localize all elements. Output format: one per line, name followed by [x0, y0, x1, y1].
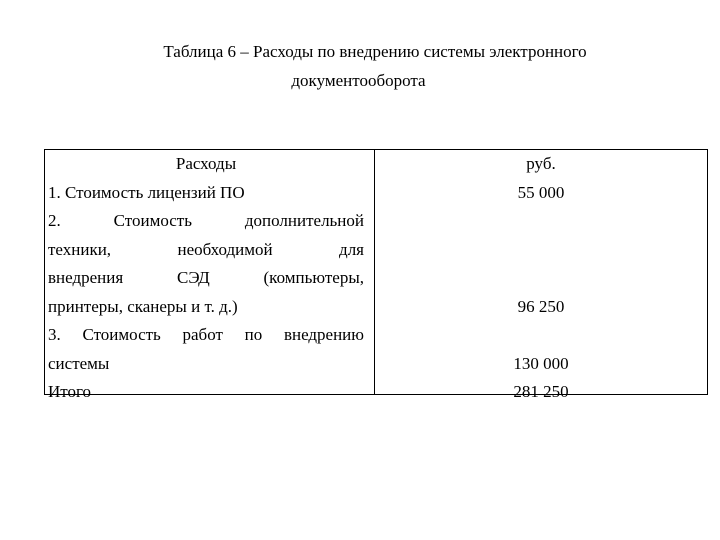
expenses-header: Расходы — [175, 154, 237, 173]
currency-column — [375, 150, 707, 401]
row-2-label-line-2: техники, необходимой для — [48, 239, 364, 259]
row-2-label-line-1: 2. Стоимость дополнительной — [48, 211, 364, 230]
table-caption-line2: документооборота — [291, 71, 426, 90]
row-2-label-line-3: внедрения СЭД (компьютеры, — [48, 268, 364, 287]
row-2-label-line-4: принтеры, сканеры и т. д.) — [48, 296, 238, 316]
expenses-table — [44, 149, 708, 401]
total-value: 281 250 — [513, 382, 569, 401]
total-label: Итого — [48, 382, 92, 401]
table-caption-line1: Таблица 6 – Расходы по внедрению системы электронного — [163, 42, 587, 61]
row-3-value: 130 000 — [513, 353, 569, 373]
row-3-label-line-1: 3. Стоимость работ по внедрению — [48, 325, 364, 344]
expenses-column — [48, 150, 364, 407]
currency-header: руб. — [526, 154, 556, 173]
row-2-value: 96 250 — [517, 296, 565, 316]
row-1-label: 1. Стоимость лицензий ПО — [48, 182, 245, 202]
row-3-label-line-2: системы — [48, 353, 110, 373]
row-1-value: 55 000 — [517, 182, 565, 202]
